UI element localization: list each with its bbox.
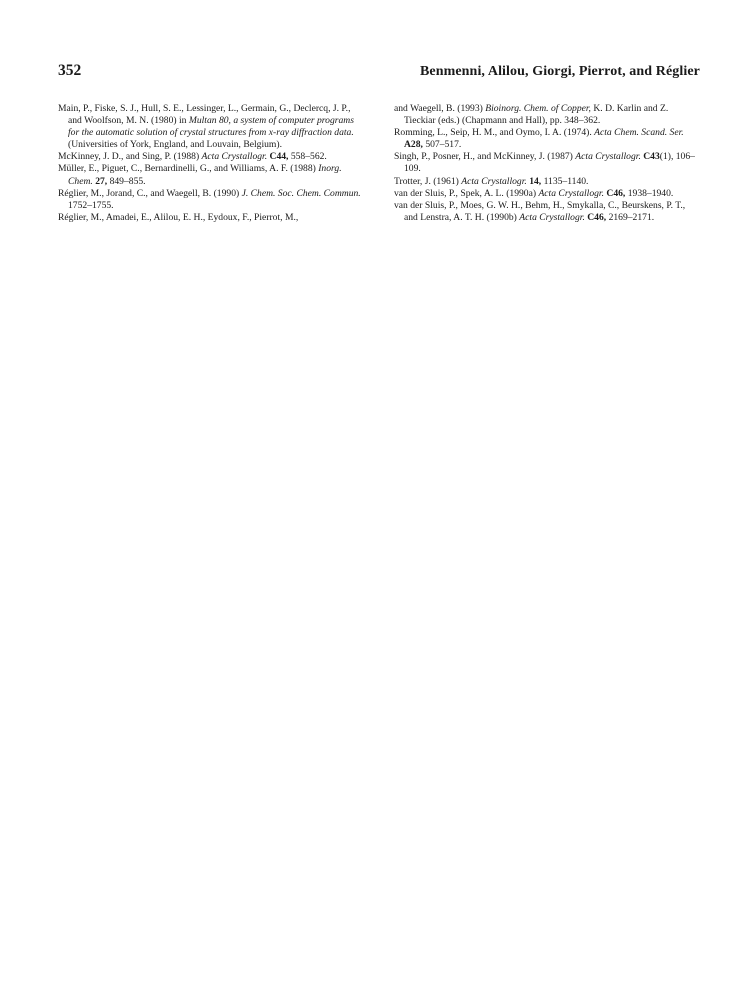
reference-column-right (394, 103, 700, 224)
reference-text-run: 1938–1940. (625, 187, 674, 199)
reference-text-run: C44, (269, 151, 289, 163)
reference-text-run: 1752–1755. (68, 199, 114, 211)
reference-text-run: Singh, P., Posner, H., and McKinney, J. (1987) (394, 151, 576, 163)
reference-entry (58, 151, 364, 163)
page-number: 352 (58, 62, 82, 79)
reference-text-run: Romming, L., Seip, H. M., and Oymo, I. A. (1974). (394, 127, 595, 139)
reference-text-run: 507–517. (422, 139, 462, 151)
reference-text-run: Acta Chem. Scand. Ser. (594, 127, 684, 139)
reference-text-run: Acta Crystallogr. (538, 187, 604, 199)
reference-text-run: Acta Crystallogr. (461, 175, 527, 187)
reference-text-run: McKinney, J. D., and Sing, P. (1988) (58, 151, 202, 163)
reference-text-run: van der Sluis, P., Moes, G. W. H., Behm, H., Smykalla, C., Beurskens, P. T., and Lenstra, A. T. H. (1990b) (394, 199, 686, 223)
reference-entry (394, 103, 700, 127)
reference-text-run: Acta Crystallogr. (575, 151, 641, 163)
reference-text-run: Acta Crystallogr. (519, 211, 585, 223)
page-header (58, 62, 700, 80)
reference-text-run: and Waegell, B. (1993) (394, 103, 486, 114)
reference-text-run: C46, (606, 187, 626, 199)
reference-text-run: 849–855. (107, 175, 146, 187)
reference-entry (58, 163, 364, 187)
reference-text-run: (Universities of York, England, and Louvain, Belgium). (68, 139, 282, 151)
reference-text-run: Trotter, J. (1961) (394, 175, 462, 187)
reference-text-run: C46, (587, 211, 607, 223)
reference-column-left (58, 103, 364, 224)
reference-entry (394, 176, 700, 188)
reference-text-run: 2169–2171. (606, 211, 655, 223)
reference-text-run: K. D. Karlin and Z. Tieckiar (eds.) (Chapmann and Hall), pp. 348–362. (404, 103, 669, 127)
reference-list (58, 103, 700, 224)
reference-text-run: Acta Crystallogr. (201, 151, 268, 163)
reference-text-run: Réglier, M., Jorand, C., and Waegell, B. (1990) (58, 187, 242, 199)
reference-text-run: 27, (95, 175, 108, 187)
reference-text-run: Inorg. Chem. (68, 163, 342, 187)
reference-text-run: Main, P., Fiske, S. J., Hull, S. E., Lessinger, L., Germain, G., Declercq, J. P., and Woolfson, M. N. (1980) in (58, 103, 351, 127)
running-head: Benmenni, Alilou, Giorgi, Pierrot, and Réglier (419, 64, 700, 79)
reference-text-run: Multan 80, a system of computer programs for the automatic solution of crystal structures from x-ray diffraction data. (68, 115, 354, 139)
reference-text-run: 14, (529, 175, 542, 187)
reference-text-run: A28, (404, 139, 423, 151)
reference-entry (394, 151, 700, 175)
reference-entry (58, 103, 364, 151)
reference-text-run: 558–562. (288, 151, 327, 163)
reference-text-run: van der Sluis, P., Spek, A. L. (1990a) (394, 187, 539, 199)
reference-entry (58, 188, 364, 212)
reference-text-run: J. Chem. Soc. Chem. Commun. (241, 187, 361, 199)
reference-entry (394, 127, 700, 151)
reference-entry (394, 188, 700, 200)
reference-entry (58, 212, 364, 224)
reference-text-run: Réglier, M., Amadei, E., Alilou, E. H., Eydoux, F., Pierrot, M., (58, 211, 299, 223)
reference-text-run: (1), 106–109. (404, 151, 695, 175)
reference-text-run: C43 (643, 151, 660, 163)
reference-text-run: Bioinorg. Chem. of Copper, (485, 103, 591, 114)
reference-text-run: 1135–1140. (541, 175, 589, 187)
reference-entry (394, 200, 700, 224)
reference-text-run: Müller, E., Piguet, C., Bernardinelli, G., and Williams, A. F. (1988) (58, 163, 319, 175)
